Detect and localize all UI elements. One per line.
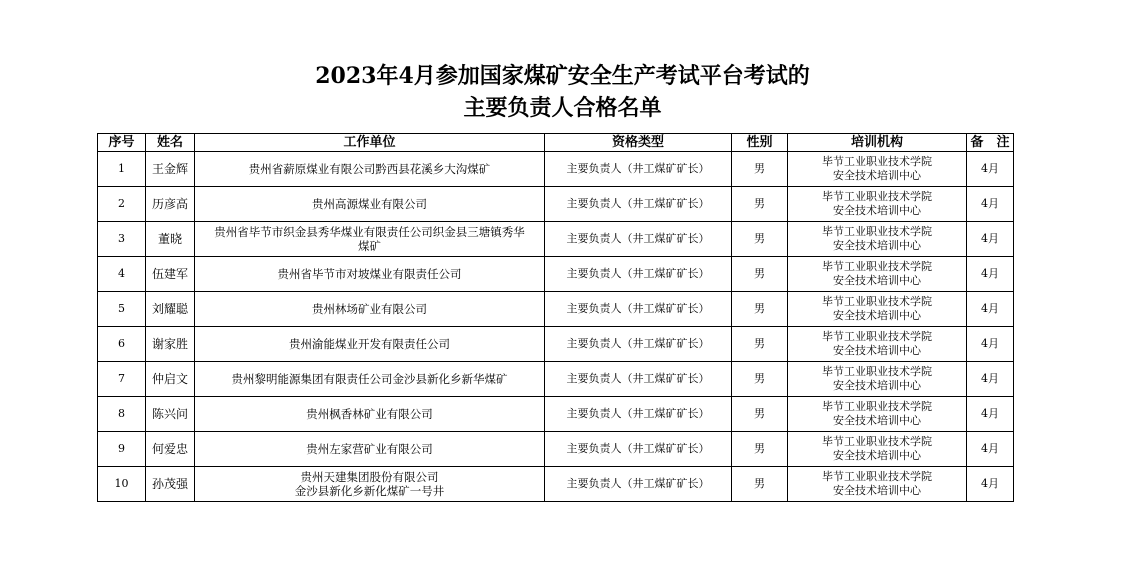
header-name: 姓名 bbox=[146, 134, 195, 152]
cell-name: 陈兴问 bbox=[146, 397, 195, 432]
cell-unit bbox=[195, 187, 545, 222]
cell-institution bbox=[788, 432, 967, 467]
cell-gender: 男 bbox=[732, 467, 788, 502]
cell-unit-line: 贵州渝能煤业开发有限责任公司 bbox=[289, 337, 450, 351]
cell-institution-line: 毕节工业职业技术学院 bbox=[822, 155, 932, 168]
cell-unit bbox=[195, 432, 545, 467]
cell-name: 王金辉 bbox=[146, 152, 195, 187]
cell-institution-line: 安全技术培训中心 bbox=[833, 239, 921, 252]
cell-unit-line: 煤矿 bbox=[358, 239, 381, 253]
cell-name: 仲启文 bbox=[146, 362, 195, 397]
cell-remark: 4月 bbox=[967, 152, 1014, 187]
cell-qualification: 主要负责人（井工煤矿矿长） bbox=[545, 187, 732, 222]
cell-unit bbox=[195, 467, 545, 502]
cell-institution-line: 毕节工业职业技术学院 bbox=[822, 365, 932, 378]
cell-institution-line: 毕节工业职业技术学院 bbox=[822, 400, 932, 413]
table-row bbox=[98, 397, 1014, 432]
cell-institution-line: 安全技术培训中心 bbox=[833, 309, 921, 322]
document-title-line-1: 2023年4月参加国家煤矿安全生产考试平台考试的 bbox=[315, 63, 810, 89]
cell-unit bbox=[195, 152, 545, 187]
cell-institution-line: 毕节工业职业技术学院 bbox=[822, 330, 932, 343]
cell-name: 董晓 bbox=[146, 222, 195, 257]
cell-gender: 男 bbox=[732, 222, 788, 257]
cell-institution bbox=[788, 257, 967, 292]
cell-gender: 男 bbox=[732, 292, 788, 327]
cell-index: 10 bbox=[98, 467, 146, 502]
cell-unit-line: 贵州黎明能源集团有限责任公司金沙县新化乡新华煤矿 bbox=[231, 372, 508, 386]
cell-unit-line: 贵州枫香林矿业有限公司 bbox=[306, 407, 433, 421]
table-row bbox=[98, 362, 1014, 397]
document-title-line-2: 主要负责人合格名单 bbox=[463, 95, 662, 121]
cell-remark: 4月 bbox=[967, 292, 1014, 327]
cell-institution-line: 安全技术培训中心 bbox=[833, 344, 921, 357]
cell-institution-line: 安全技术培训中心 bbox=[833, 379, 921, 392]
cell-institution-line: 毕节工业职业技术学院 bbox=[822, 260, 932, 273]
header-qualification: 资格类型 bbox=[545, 134, 732, 152]
header-index: 序号 bbox=[98, 134, 146, 152]
cell-institution bbox=[788, 362, 967, 397]
cell-institution-line: 安全技术培训中心 bbox=[833, 169, 921, 182]
cell-remark: 4月 bbox=[967, 187, 1014, 222]
table-header-row bbox=[98, 134, 1014, 152]
cell-institution-line: 毕节工业职业技术学院 bbox=[822, 470, 932, 483]
cell-institution bbox=[788, 467, 967, 502]
cell-institution-line: 毕节工业职业技术学院 bbox=[822, 435, 932, 448]
table-row bbox=[98, 327, 1014, 362]
cell-institution-line: 安全技术培训中心 bbox=[833, 274, 921, 287]
cell-gender: 男 bbox=[732, 187, 788, 222]
cell-index: 4 bbox=[98, 257, 146, 292]
table-row bbox=[98, 292, 1014, 327]
cell-remark: 4月 bbox=[967, 362, 1014, 397]
cell-qualification: 主要负责人（井工煤矿矿长） bbox=[545, 327, 732, 362]
cell-gender: 男 bbox=[732, 397, 788, 432]
header-institution: 培训机构 bbox=[788, 134, 967, 152]
cell-remark: 4月 bbox=[967, 222, 1014, 257]
cell-gender: 男 bbox=[732, 362, 788, 397]
cell-name: 何爱忠 bbox=[146, 432, 195, 467]
cell-unit-line: 贵州天建集团股份有限公司 bbox=[300, 470, 439, 484]
cell-name: 孙茂强 bbox=[146, 467, 195, 502]
cell-institution-line: 安全技术培训中心 bbox=[833, 484, 921, 497]
cell-qualification: 主要负责人（井工煤矿矿长） bbox=[545, 397, 732, 432]
cell-qualification: 主要负责人（井工煤矿矿长） bbox=[545, 222, 732, 257]
cell-institution-line: 安全技术培训中心 bbox=[833, 414, 921, 427]
cell-institution-line: 安全技术培训中心 bbox=[833, 204, 921, 217]
cell-institution bbox=[788, 292, 967, 327]
cell-unit-line: 贵州省毕节市织金县秀华煤业有限责任公司织金县三塘镇秀华 bbox=[214, 225, 525, 239]
cell-name: 刘耀聪 bbox=[146, 292, 195, 327]
cell-unit bbox=[195, 292, 545, 327]
cell-remark: 4月 bbox=[967, 397, 1014, 432]
header-unit: 工作单位 bbox=[195, 134, 545, 152]
cell-unit bbox=[195, 222, 545, 257]
cell-index: 6 bbox=[98, 327, 146, 362]
cell-institution-line: 安全技术培训中心 bbox=[833, 449, 921, 462]
cell-unit-line: 金沙县新化乡新化煤矿一号井 bbox=[294, 484, 445, 498]
cell-remark: 4月 bbox=[967, 257, 1014, 292]
cell-unit-line: 贵州省毕节市对坡煤业有限责任公司 bbox=[277, 267, 462, 281]
cell-index: 2 bbox=[98, 187, 146, 222]
table-row bbox=[98, 432, 1014, 467]
header-remark: 备 注 bbox=[967, 134, 1014, 152]
cell-qualification: 主要负责人（井工煤矿矿长） bbox=[545, 432, 732, 467]
cell-index: 1 bbox=[98, 152, 146, 187]
cell-index: 5 bbox=[98, 292, 146, 327]
cell-unit bbox=[195, 362, 545, 397]
cell-institution bbox=[788, 222, 967, 257]
qualified-list-table bbox=[97, 133, 1014, 502]
table-row bbox=[98, 467, 1014, 502]
cell-index: 7 bbox=[98, 362, 146, 397]
table-row bbox=[98, 187, 1014, 222]
cell-gender: 男 bbox=[732, 257, 788, 292]
cell-index: 8 bbox=[98, 397, 146, 432]
cell-unit bbox=[195, 257, 545, 292]
cell-institution bbox=[788, 152, 967, 187]
cell-remark: 4月 bbox=[967, 327, 1014, 362]
cell-unit bbox=[195, 397, 545, 432]
table-row bbox=[98, 257, 1014, 292]
cell-index: 9 bbox=[98, 432, 146, 467]
cell-name: 伍建军 bbox=[146, 257, 195, 292]
cell-unit-line: 贵州左家营矿业有限公司 bbox=[306, 442, 433, 456]
cell-unit-line: 贵州高源煤业有限公司 bbox=[312, 197, 427, 211]
cell-unit bbox=[195, 327, 545, 362]
table-row bbox=[98, 152, 1014, 187]
cell-institution bbox=[788, 327, 967, 362]
cell-institution-line: 毕节工业职业技术学院 bbox=[822, 295, 932, 308]
cell-qualification: 主要负责人（井工煤矿矿长） bbox=[545, 152, 732, 187]
cell-institution-line: 毕节工业职业技术学院 bbox=[822, 190, 932, 203]
table-row bbox=[98, 222, 1014, 257]
cell-remark: 4月 bbox=[967, 467, 1014, 502]
cell-unit-line: 贵州省薪原煤业有限公司黔西县花溪乡大沟煤矿 bbox=[248, 162, 491, 176]
cell-gender: 男 bbox=[732, 327, 788, 362]
cell-unit-line: 贵州林场矿业有限公司 bbox=[312, 302, 427, 316]
cell-remark: 4月 bbox=[967, 432, 1014, 467]
cell-name: 历彦高 bbox=[146, 187, 195, 222]
cell-gender: 男 bbox=[732, 152, 788, 187]
header-gender: 性别 bbox=[732, 134, 788, 152]
cell-index: 3 bbox=[98, 222, 146, 257]
cell-gender: 男 bbox=[732, 432, 788, 467]
table-body bbox=[98, 152, 1014, 502]
cell-qualification: 主要负责人（井工煤矿矿长） bbox=[545, 257, 732, 292]
cell-institution bbox=[788, 397, 967, 432]
cell-name: 谢家胜 bbox=[146, 327, 195, 362]
cell-qualification: 主要负责人（井工煤矿矿长） bbox=[545, 467, 732, 502]
cell-institution bbox=[788, 187, 967, 222]
cell-qualification: 主要负责人（井工煤矿矿长） bbox=[545, 292, 732, 327]
cell-qualification: 主要负责人（井工煤矿矿长） bbox=[545, 362, 732, 397]
cell-institution-line: 毕节工业职业技术学院 bbox=[822, 225, 932, 238]
